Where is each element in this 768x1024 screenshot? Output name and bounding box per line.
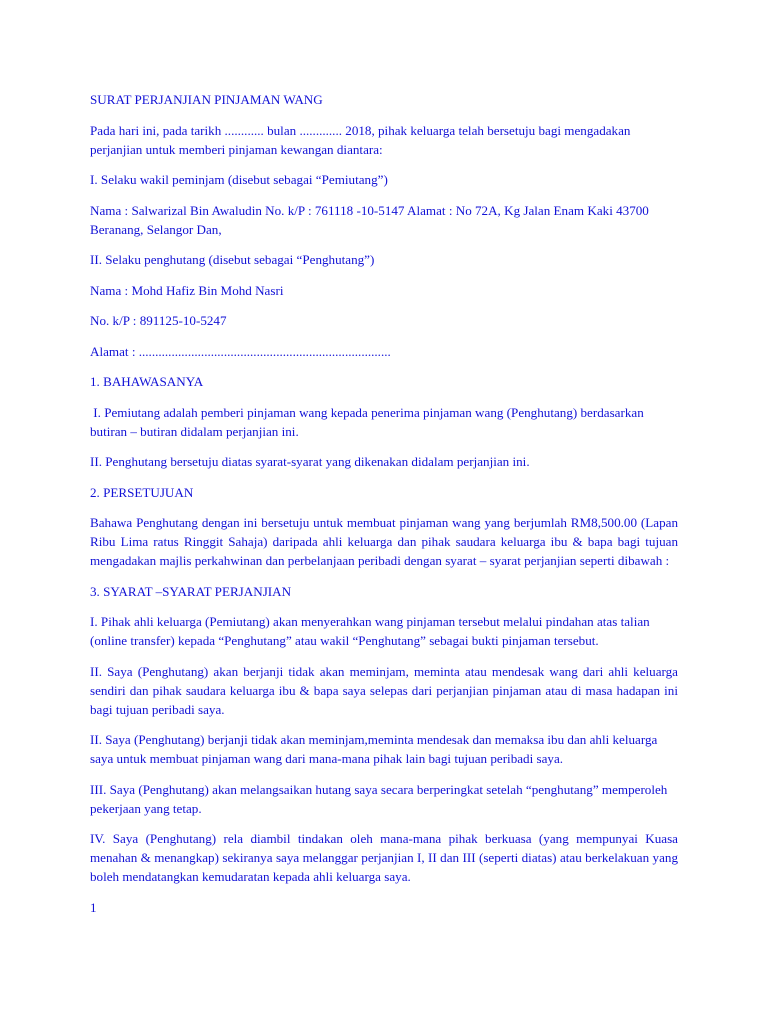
party2-heading: II. Selaku penghutang (disebut sebagai “Penghutang”) xyxy=(90,252,375,267)
party2-ic: No. k/P : 891125-10-5247 xyxy=(90,313,227,328)
party1-details: Nama : Salwarizal Bin Awaludin No. k/P : 761118 -10-5147 Alamat : No 72A, Kg Jalan Enam Kaki 43700 Beranang, Selangor Dan, xyxy=(90,202,649,237)
section2-heading: 2. PERSETUJUAN xyxy=(90,484,194,500)
party2-name: Nama : Mohd Hafiz Bin Mohd Nasri xyxy=(90,282,284,298)
section3-clause-2: II. Saya (Penghutang) akan berjanji tidak akan meminjam, meminta atau mendesak wang dari ahli keluarga sendiri dan pihak saudara keluarga ibu & bapa saya selepas dari perjanjian pinjaman atau di masa hadapan ini bagi tujuan peribadi saya. xyxy=(90,663,678,717)
section3-heading: 3. SYARAT –SYARAT PERJANJIAN xyxy=(90,583,292,599)
section2-paragraph: Bahawa Penghutang dengan ini bersetuju untuk membuat pinjaman wang yang berjumlah RM8,500.00 (Lapan Ribu Lima ratus Ringgit Sahaja) daripada ahli keluarga dan pihak saudara keluarga ibu & bapa bagi tujuan mengadakan majlis perkahwinan dan perbelanjaan peribadi dengan syarat – syarat perjanjian seperti dibawah : xyxy=(90,515,678,568)
section1-paragraph-1: I. Pemiutang adalah pemberi pinjaman wang kepada penerima pinjaman wang (Penghutang) berdasarkan butiran – butiran didalam perjanjian ini. xyxy=(90,404,648,439)
section3-clause-4: III. Saya (Penghutang) akan melangsaikan hutang saya secara berperingkat setelah “penghutang” memperoleh pekerjaan yang tetap. xyxy=(90,781,668,816)
section3-clause-3: II. Saya (Penghutang) berjanji tidak akan meminjam,meminta mendesak dan memaksa ibu dan ahli keluarga saya untuk membuat pinjaman wang dari mana-mana pihak lain bagi tujuan peribadi saya. xyxy=(90,732,658,766)
section1-paragraph-2: II. Penghutang bersetuju diatas syarat-syarat yang dikenakan didalam perjanjian ini. xyxy=(90,454,530,469)
section3-clause-5: IV. Saya (Penghutang) rela diambil tindakan oleh mana-mana pihak berkuasa (yang mempunyai Kuasa menahan & menangkap) sekiranya saya melanggar perjanjian I, II dan III (seperti diatas) atau berkelakuan yang boleh mendatangkan kemudaratan kepada ahli keluarga saya. xyxy=(90,831,678,884)
section3-clause-1: I. Pihak ahli keluarga (Pemiutang) akan menyerahkan wang pinjaman tersebut melalui pindahan atas talian (online transfer) kepada “Penghutang” atau wakil “Penghutang” sebagai bukti pinjaman tersebut. xyxy=(90,614,650,648)
section1-heading: 1. BAHAWASANYA xyxy=(90,374,204,389)
party1-heading: I. Selaku wakil peminjam (disebut sebagai “Pemiutang”) xyxy=(90,172,388,187)
intro-paragraph: Pada hari ini, pada tarikh ............ bulan ............. 2018, pihak keluarga telah bersetuju bagi mengadakan perjanjian untuk memberi pinjaman kewangan diantara: xyxy=(90,122,631,157)
document-page xyxy=(90,90,678,928)
party2-address: Alamat : ............................................................................. xyxy=(90,343,391,359)
page-number: 1 xyxy=(90,899,97,915)
document-title: SURAT PERJANJIAN PINJAMAN WANG xyxy=(90,92,323,107)
